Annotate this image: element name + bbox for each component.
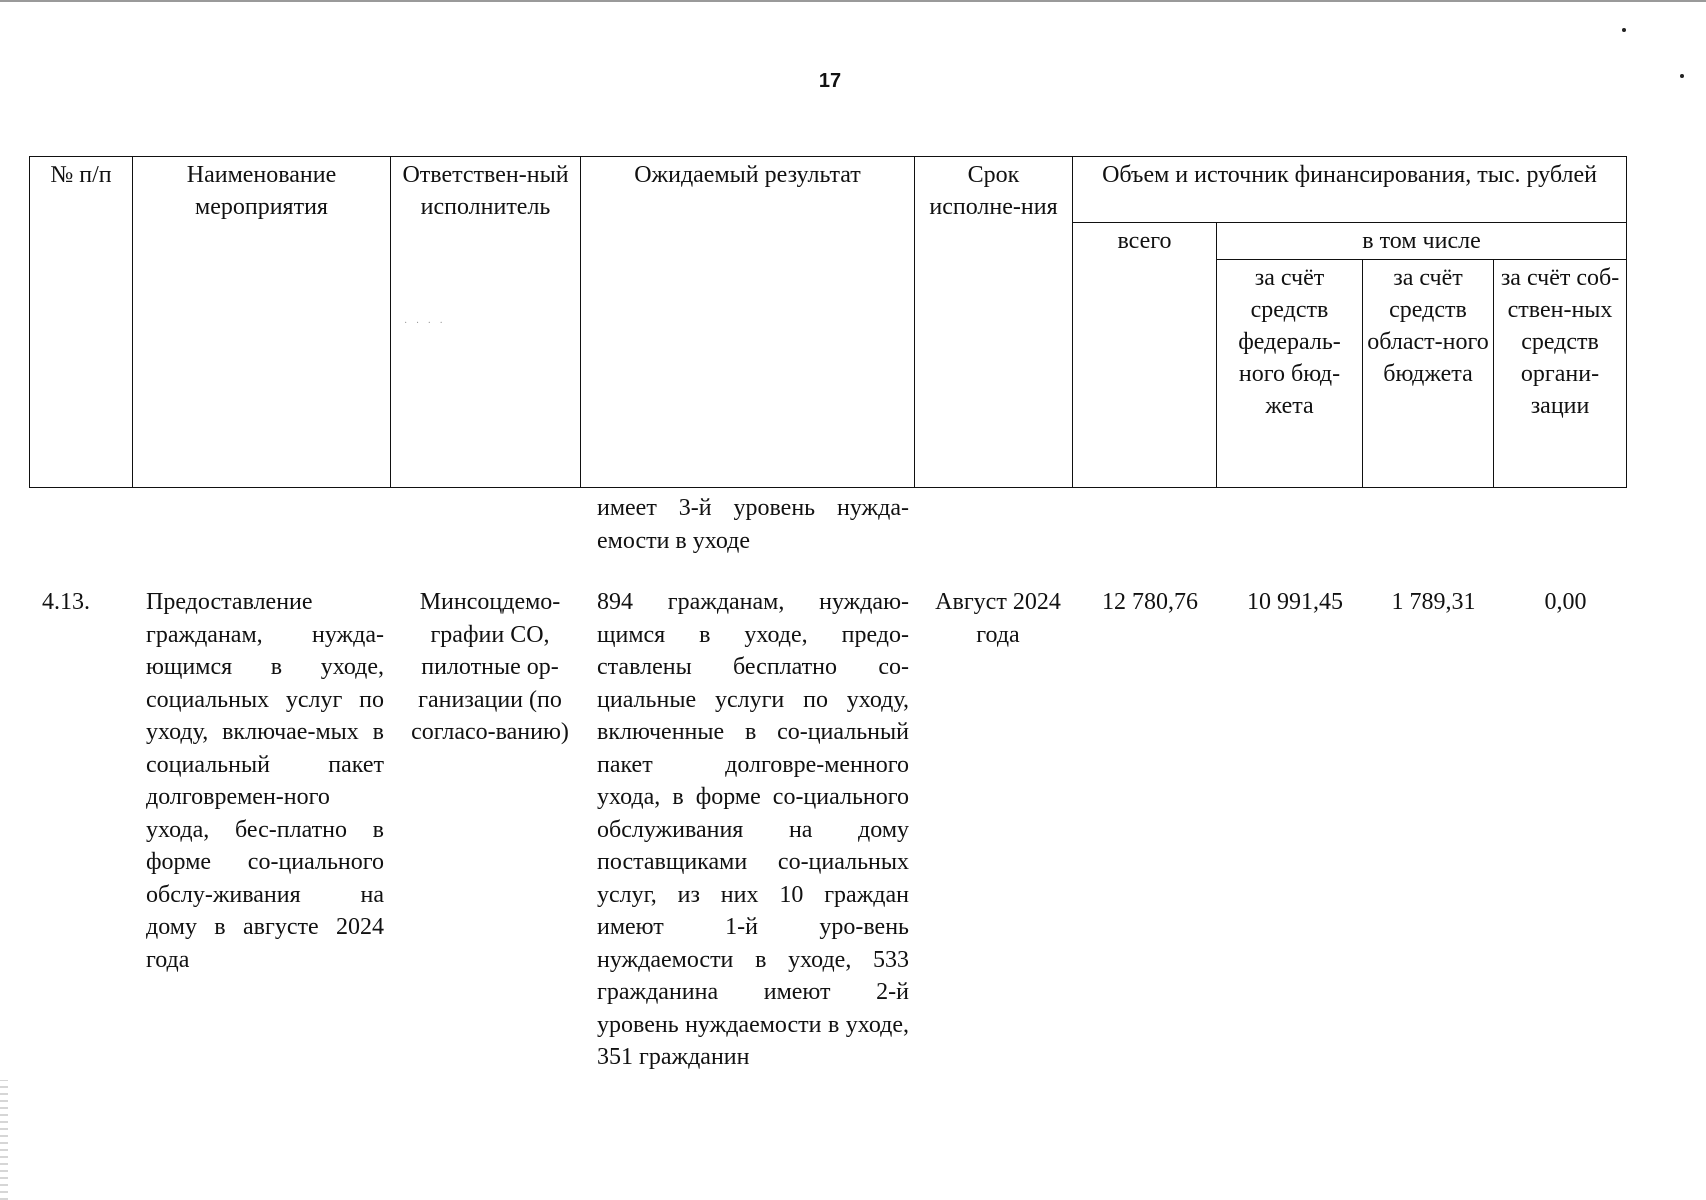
header-funding: Объем и источник финансирования, тыс. рублей [1073,157,1627,223]
row-federal: 10 991,45 [1247,589,1343,615]
page-number: 17 [818,70,842,92]
scan-speck [1622,28,1626,32]
header-result: Ожидаемый результат [581,157,915,488]
row-own: 0,00 [1544,589,1587,615]
header-regional: за счёт средств област-ного бюджета [1363,260,1494,488]
header-num: № п/п [30,157,133,488]
scan-top-border [0,0,1706,2]
header-own: за счёт соб-ствен-ных средств органи-зации [1494,260,1627,488]
header-responsible: Ответствен-ный исполнитель [391,157,581,488]
continuation-result: имеет 3-й уровень нужда-емости в уходе [597,495,909,554]
scan-speck [1680,74,1684,78]
row-regional: 1 789,31 [1391,589,1476,615]
row-responsible: Минсоцдемо-графии СО, пилотные ор-ганизации (по согласо-ванию) [411,589,569,745]
row-num: 4.13. [42,589,90,615]
row-total: 12 780,76 [1102,589,1198,615]
header-federal: за счёт средств федераль-ного бюд-жета [1217,260,1363,488]
scan-edge-noise [0,1080,8,1200]
row-name: Предоставление гражданам, нужда-ющимся в уходе, социальных услуг по уходу, включае-мых в социальный пакет долговремен-ного ухода, бес-платно в форме со-циального обслу-живания на дому в августе 2024 года [146,589,384,973]
row-result: 894 гражданам, нуждаю-щимся в уходе, предо-ставлены бесплатно со-циальные услуги по уходу, включенные в со-циальный пакет долговре-менного ухода, в форме со-циального обслуживания на дому поставщиками со-циальных услуг, из них 10 граждан имеют 1-й уро-вень нуждаемости в уходе, 533 гражданина имеют 2-й уровень нуждаемости в уходе, 351 гражданин [597,589,909,1070]
header-including: в том числе [1217,223,1627,260]
scan-artifact: · · · · [404,318,446,329]
row-deadline: Август 2024 года [935,589,1061,648]
header-name: Наименование мероприятия [133,157,391,488]
header-total: всего [1073,223,1217,488]
header-table [29,156,1627,488]
header-deadline: Срок исполне-ния [915,157,1073,488]
